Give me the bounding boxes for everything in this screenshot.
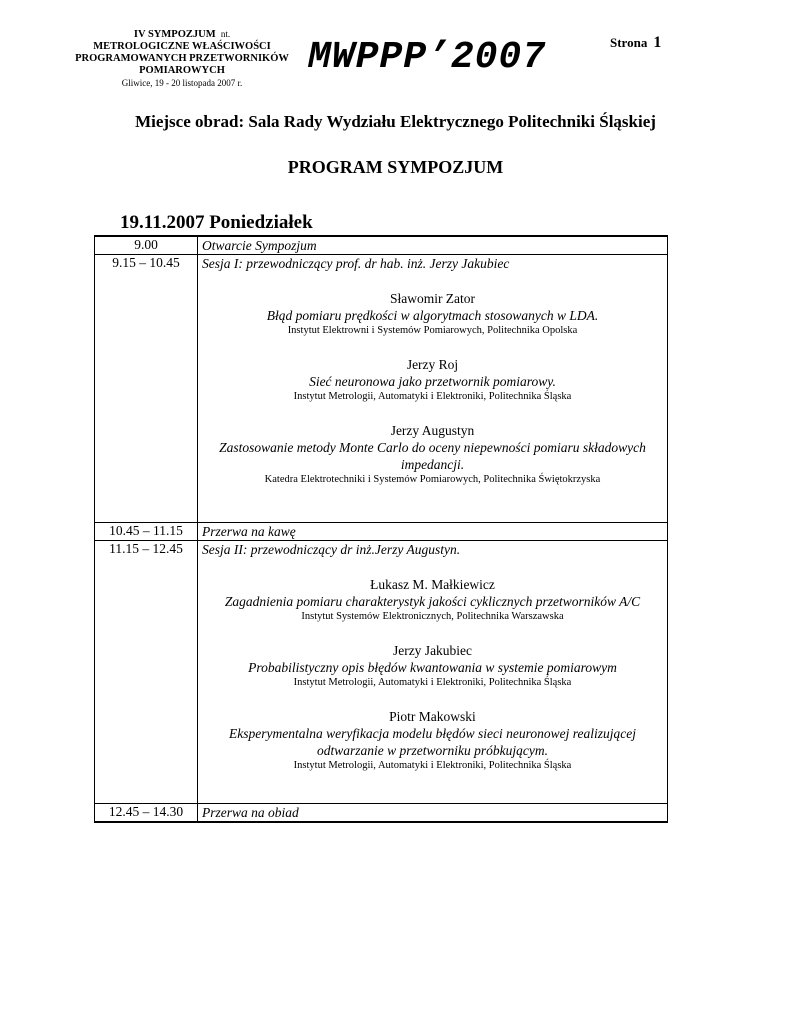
talk-author: Jerzy Augustyn	[390, 423, 475, 438]
schedule-row-opening	[95, 236, 668, 255]
schedule-time: 11.15 – 12.45	[95, 541, 198, 804]
talk	[202, 290, 663, 338]
talk-title: Sieć neuronowa jako przetwornik pomiarowy.	[309, 374, 556, 389]
schedule-row-coffee-break	[95, 523, 668, 541]
schedule-row-session-1	[95, 255, 668, 523]
header-line1: IV SYMPOZJUM	[133, 29, 216, 40]
page-indicator	[610, 34, 661, 52]
talk	[202, 576, 663, 624]
schedule-time: 9.00	[95, 236, 198, 255]
talk-author: Jerzy Roj	[406, 357, 459, 372]
schedule-desc	[198, 236, 668, 255]
header-dates: Gliwice, 19 - 20 listopada 2007 r.	[121, 78, 243, 88]
symposium-header	[62, 28, 302, 89]
schedule-desc	[198, 523, 668, 541]
talk-title: Zastosowanie metody Monte Carlo do oceny niepewności pomiaru składowych impedancji.	[219, 440, 646, 472]
schedule-time: 10.45 – 11.15	[95, 523, 198, 541]
talk-institution: Instytut Metrologii, Automatyki i Elektroniki, Politechnika Śląska	[293, 391, 572, 402]
schedule-time: 12.45 – 14.30	[95, 804, 198, 823]
schedule-desc	[198, 541, 668, 804]
schedule-desc	[198, 255, 668, 523]
talk	[202, 356, 663, 404]
talk-title: Eksperymentalna weryfikacja modelu błędów sieci neuronowej realizującej odtwarzanie w przetworniku próbkującym.	[229, 726, 636, 758]
talk-author: Sławomir Zator	[389, 291, 476, 306]
schedule-time: 9.15 – 10.45	[95, 255, 198, 523]
schedule-table	[94, 235, 668, 823]
schedule-row-session-2	[95, 541, 668, 804]
schedule-row-lunch-break	[95, 804, 668, 823]
schedule-label: Przerwa na obiad	[202, 805, 299, 820]
talk-title: Probabilistyczny opis błędów kwantowania w systemie pomiarowym	[248, 660, 617, 675]
header-line2: METROLOGICZNE WŁAŚCIWOŚCI	[93, 41, 271, 52]
talk-institution: Katedra Elektrotechniki i Systemów Pomiarowych, Politechnika Świętokrzyska	[264, 474, 601, 485]
schedule-label: Otwarcie Sympozjum	[202, 238, 317, 253]
header-line4: POMIAROWYCH	[139, 65, 225, 76]
session-label: Sesja I: przewodniczący prof. dr hab. inż. Jerzy Jakubiec	[202, 256, 510, 271]
talk-title: Błąd pomiaru prędkości w algorytmach stosowanych w LDA.	[266, 308, 599, 323]
header-line1-small: nt.	[220, 29, 231, 39]
talk	[202, 708, 663, 773]
talk-title: Zagadnienia pomiaru charakterystyk jakości cyklicznych przetworników A/C	[224, 594, 641, 609]
header-line3: PROGRAMOWANYCH PRZETWORNIKÓW	[75, 53, 289, 64]
talk	[202, 642, 663, 690]
program-title: PROGRAM SYMPOZJUM	[287, 157, 504, 177]
schedule-desc	[198, 804, 668, 823]
talk-institution: Instytut Elektrowni i Systemów Pomiarowych, Politechnika Opolska	[287, 325, 578, 336]
talk-institution: Instytut Metrologii, Automatyki i Elektroniki, Politechnika Śląska	[293, 760, 572, 771]
talk	[202, 422, 663, 487]
session-label: Sesja II: przewodniczący dr inż.Jerzy Augustyn.	[202, 542, 461, 557]
talk-author: Łukasz M. Małkiewicz	[370, 577, 495, 592]
schedule-label: Przerwa na kawę	[202, 524, 296, 539]
talk-author: Piotr Makowski	[389, 709, 476, 724]
page-label: Strona	[610, 35, 648, 50]
symposium-logo: MWPPP’2007	[308, 36, 547, 79]
venue: Miejsce obrad: Sala Rady Wydziału Elektrycznego Politechniki Śląskiej	[135, 112, 656, 131]
talk-institution: Instytut Metrologii, Automatyki i Elektroniki, Politechnika Śląska	[293, 677, 572, 688]
talk-author: Jerzy Jakubiec	[392, 643, 473, 658]
day-title: 19.11.2007 Poniedziałek	[120, 212, 313, 233]
talk-institution: Instytut Systemów Elektronicznych, Politechnika Warszawska	[301, 611, 564, 622]
page-number: 1	[653, 34, 662, 51]
